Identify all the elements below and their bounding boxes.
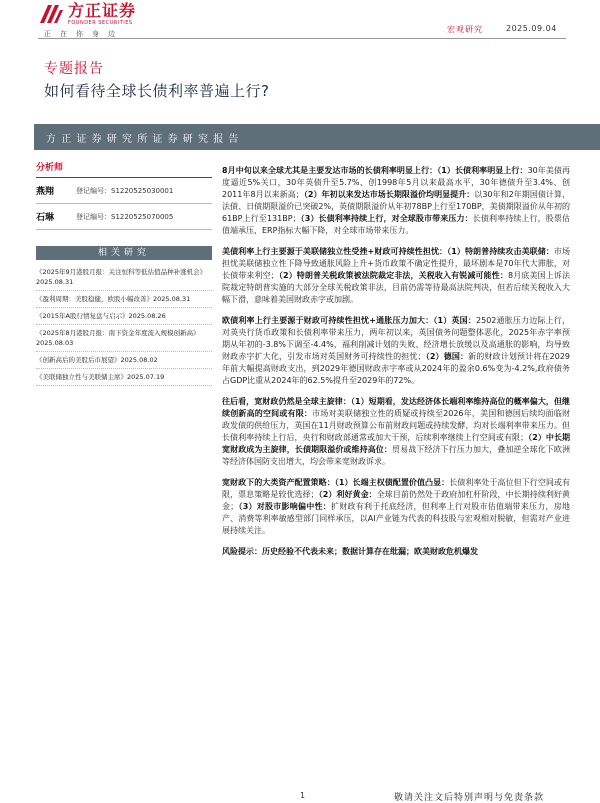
sidebar	[36, 160, 212, 386]
related-research-list	[36, 264, 212, 386]
analyst-id: 登记编号：S1220525070005	[76, 212, 174, 221]
para-bold: （2）中长期宽财政成为主旋律，长债期限溢价或维持高位：	[222, 433, 570, 454]
para-bold: 欧债利率上行主要源于财政可持续性担忧+通胀压力加大：（1）英国：	[222, 316, 477, 325]
risk-text: 风险提示：历史经验不代表未来；数据计算存在纰漏；欧美财政危机爆发	[222, 547, 478, 556]
brand-logo	[38, 2, 136, 26]
risk-warning	[222, 546, 570, 558]
analyst-name: 燕翔	[36, 187, 55, 197]
analyst-row	[36, 178, 212, 204]
report-kicker: 专题报告	[44, 61, 104, 77]
para-bold: 美债利率上行主要源于美联储独立性受挫+财政可持续性担忧：（1）特朗普持续攻击美联储：	[222, 247, 554, 256]
summary-paragraph	[222, 165, 570, 237]
para-text: 长债利率处于高位但下行空间或有限，票息策略是较优选择；	[222, 478, 570, 499]
related-research-item[interactable]: 《创新高后的美股后市展望》2025.08.02	[36, 352, 212, 369]
page-title: 如何看待全球长债利率普遍上行?	[44, 82, 270, 100]
logo-cn: 方正证券	[68, 1, 137, 20]
logo-mark-icon	[38, 3, 64, 25]
disclaimer-note: 敬请关注文后特别声明与免责条款	[394, 793, 545, 803]
para-text: 市场担忧美联储独立性下降导致通胀风险上升+货币政策不确定性提升，最坏剧本是70年代大滞胀，对长债带来利空；	[222, 247, 571, 280]
header-divider	[38, 38, 566, 39]
analysts-heading: 分析师	[36, 163, 64, 173]
related-research-item[interactable]: 《美联储独立性与美联储主席》2025.07.19	[36, 369, 212, 386]
para-text: 贸易战下经济下行压力加大，叠加逆全球化下欧洲等经济体国防支出增大，均会带来宽财政诉求。	[222, 445, 570, 466]
summary-paragraph	[222, 246, 570, 306]
para-bold: （2）德国：	[425, 352, 469, 361]
report-type: 宏观研究	[447, 25, 483, 34]
related-research-item[interactable]: 《2025年9月港股月报：关注恒科等低估值品种补涨机会》2025.08.31	[36, 264, 212, 291]
page-number: 1	[300, 791, 306, 800]
para-text: 2502通胀压力边际上行，对英央行货币政策和长债利率带来压力，两年初以来，英国债务问题整体恶化，2025年赤字率预期从年初的-3.8%下调至-4.4%，福利削减计划的失败、经济增长放缓以及高通胀的影响，均导致财政赤字扩大化，引发市场对英国财务可持续性的担忧；	[222, 316, 570, 361]
para-bold: （3）长债利率持续上行，对全球股市带来压力：	[300, 214, 473, 223]
related-research-heading: 相关研究	[36, 246, 212, 260]
report-date: 2025.09.04	[506, 24, 557, 33]
para-text: 市场对美联储独立性的质疑或持续至2026年，美国和德国后续均面临财政发债的供给压力，英国在11月财政预算公布前财政问题或持续发酵，均对长端利率带来压力。但长债利率持续上行后，央行和财政部通常或加大干预，后续利率继续上行空间或有限；	[222, 409, 571, 442]
para-bold: （2）利好黄金：	[318, 490, 377, 499]
related-research-item[interactable]: 《2025年8月港股月报：南下资金年度流入规模创新高》2025.08.03	[36, 325, 212, 352]
banner-text: 方正证券研究所证券研究报告	[46, 134, 244, 145]
para-bold: （2）特朗普关税政策被法院裁定非法，关税收入有锐减可能性：	[278, 271, 509, 280]
summary-paragraph	[222, 477, 570, 537]
related-research-item[interactable]: 《盈利周期：美股稳健，欧股小幅改善》2025.08.31	[36, 291, 212, 308]
para-bold: （2）年初以来发达市场长期限溢价均明显提升：	[303, 190, 475, 199]
para-bold: 往后看，宽财政仍然是全球主旋律：（1）短期看，发达经济体长端利率维持高位的概率偏大，但继续创新高的空间或有限：	[222, 397, 570, 418]
slogan: 正在你身边	[44, 30, 124, 38]
summary-paragraph	[222, 315, 570, 387]
para-text: 扩财政有利于托底经济，但利率上行对股市估值端带来压力，房地产、消费等利率敏感型部门同样承压，以AI产业链为代表的科技股与宏观相对脱敏，但需对产业进展持续关注。	[222, 502, 570, 535]
para-bold: 宽财政下的大类资产配置策略：（1）长端主权债配置价值凸显：	[222, 478, 450, 487]
para-bold: 8月中旬以来全球尤其是主要发达市场的长债利率明显上行：（1）长债利率明显上行：	[222, 166, 528, 175]
para-text: 长债利率持续上行，股票估值端承压，ERP指标大幅下降，对全球市场带来压力。	[222, 214, 570, 235]
report-body	[222, 165, 570, 567]
related-research-item[interactable]: 《2015年A股行情复盘与启示》2025.08.26	[36, 308, 212, 325]
para-text: 以30年和2年期国债计算，法债、日债期限溢价已突破2%，英债期限溢价从年初78BP上行至170BP，美债期限溢价从年初的61BP上行至131BP；	[222, 190, 570, 223]
para-text: 8月底美国上诉法院裁定特朗普实施的大部分全球关税政策非法，目前仍需等待最高法院判决，但若后续关税收入大幅下滑，意味着美国财政赤字或加剧。	[222, 271, 570, 304]
para-text: 30年美债再度逼近5%关口，30年英债升至5.7%、创1998年5月以来最高水平，30年德债升至3.4%、创2011年8月以来新高；	[222, 166, 570, 199]
para-text: 新的财政计划预计将在2029年前大幅提高财政支出，到2029年德国财政赤字率或从2024年的盈余0.6%变为-4.2%,政府债务占GDP比重从2024年的62.5%提升至2029年的72%。	[222, 352, 570, 385]
para-bold: （3）对股市影响偏中性：	[238, 502, 332, 511]
summary-paragraph	[222, 396, 570, 468]
logo-en: FOUNDER SECURITIES	[68, 20, 133, 26]
para-text: 全球目前仍然处于政府加杠杆阶段，中长期持续利好黄金；	[222, 490, 570, 511]
analyst-name: 石琳	[36, 213, 55, 223]
section-banner	[34, 124, 600, 150]
analyst-row	[36, 204, 212, 230]
analyst-id: 登记编号：S1220525030001	[76, 186, 174, 195]
